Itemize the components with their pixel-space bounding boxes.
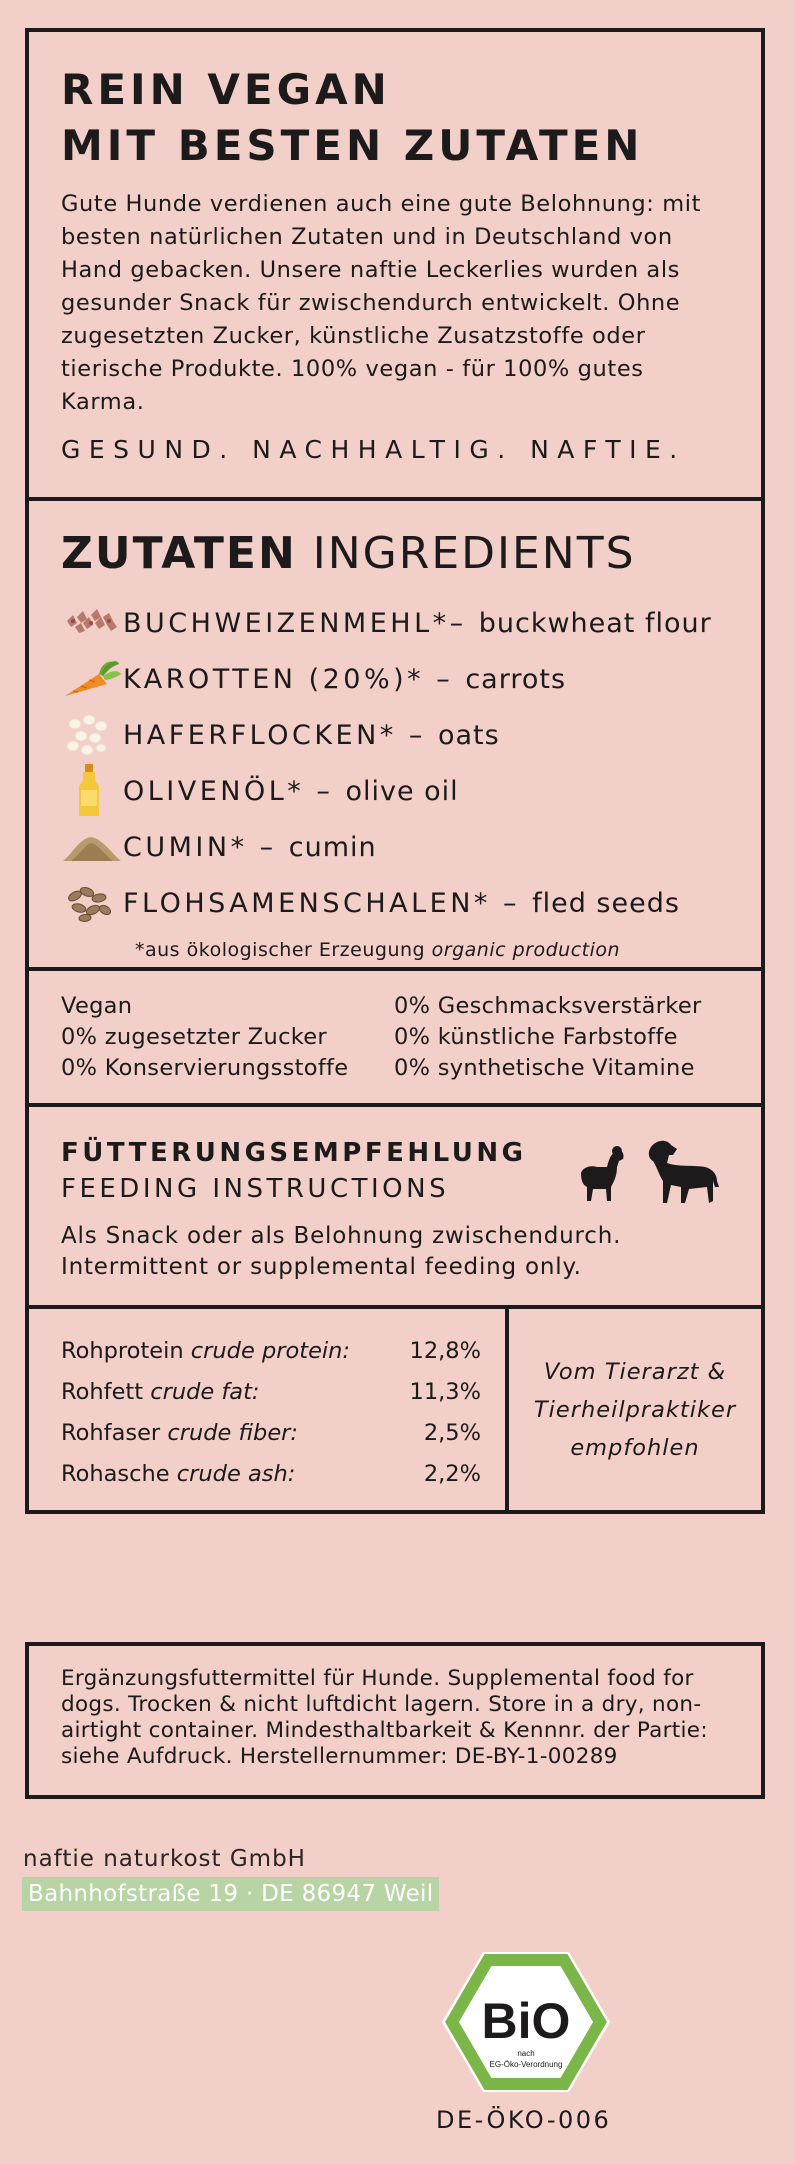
claim-item: 0% synthetische Vitamine xyxy=(394,1055,695,1081)
feeding-section xyxy=(29,1107,761,1309)
ingredient-row xyxy=(61,707,729,763)
claim-item: 0% Geschmacksverstärker xyxy=(394,993,702,1019)
dogs-icon xyxy=(573,1137,723,1217)
ingredients-title xyxy=(61,527,729,581)
claims-section xyxy=(29,971,761,1107)
analysis-value: 12,8% xyxy=(409,1338,481,1364)
analysis-value: 2,2% xyxy=(423,1461,481,1487)
cumin-icon xyxy=(61,819,123,875)
ingredient-row xyxy=(61,595,729,651)
analysis-value: 11,3% xyxy=(409,1379,481,1405)
company-address: Bahnhofstraße 19 · DE 86947 Weil xyxy=(22,1877,439,1911)
ingredients-section xyxy=(29,501,761,971)
legal-notice: Ergänzungsfuttermittel für Hunde. Supplemental food for dogs. Trocken & nicht luftdicht lagern. Store in a dry, non-airtight container. Mindesthaltbarkeit & Kennnr. der Partie: siehe Aufdruck. Herstellernummer: DE-BY-1-00289 xyxy=(25,1642,765,1799)
feeding-title-en: FEEDING INSTRUCTIONS xyxy=(61,1174,450,1204)
svg-text:BiO: BiO xyxy=(481,1993,571,2049)
ingredient-row xyxy=(61,875,729,931)
company-name: naftie naturkost GmbH xyxy=(23,1846,306,1872)
analysis-row: Rohprotein crude protein: 12,8% xyxy=(61,1331,481,1372)
intro-section xyxy=(29,32,761,501)
ingredient-row xyxy=(61,819,729,875)
ingredient-row xyxy=(61,763,729,819)
analysis-value: 2,5% xyxy=(423,1420,481,1446)
ingredients-title-de: ZUTATEN xyxy=(61,528,297,579)
ingredients-title-en: INGREDIENTS xyxy=(312,528,636,579)
claim-item: 0% zugesetzter Zucker xyxy=(61,1024,327,1050)
oats-icon xyxy=(61,707,123,763)
bio-seal-icon xyxy=(440,1948,612,2096)
ingredient-label: BUCHWEIZENMEHL*– buckwheat flour xyxy=(123,607,712,639)
claims-list xyxy=(61,991,729,1084)
info-frame xyxy=(25,28,765,1514)
headline-line-2: MIT BESTEN ZUTATEN xyxy=(61,121,644,170)
claim-item: 0% künstliche Farbstoffe xyxy=(394,1024,678,1050)
intro-text: Gute Hunde verdienen auch eine gute Belohnung: mit besten natürlichen Zutaten und in Deutschland von Hand gebacken. Unsere naftie Leckerlies wurden als gesunder Snack für zwischendurch entwickelt. Ohne zugesetzten Zucker, künstliche Zusatzstoffe oder tierische Produkte. 100% vegan - für 100% gutes Karma. xyxy=(61,191,702,415)
headline xyxy=(61,62,729,174)
ingredient-label: CUMIN* – cumin xyxy=(123,831,377,863)
ingredient-row xyxy=(61,651,729,707)
feeding-title-de: FÜTTERUNGSEMPFEHLUNG xyxy=(61,1138,527,1168)
feeding-text: Als Snack oder als Belohnung zwischendurch. Intermittent or supplemental feeding only. xyxy=(61,1223,622,1280)
eco-control-code: DE-ÖKO-006 xyxy=(436,2106,612,2134)
claim-item: Vegan xyxy=(61,993,133,1019)
analysis-section xyxy=(29,1309,761,1510)
analysis-row: Rohasche crude ash: 2,2% xyxy=(61,1454,481,1495)
buckwheat-icon xyxy=(61,595,123,651)
claim-item: 0% Konservierungsstoffe xyxy=(61,1055,349,1081)
organic-note: *aus ökologischer Erzeugung organic production xyxy=(135,939,621,961)
analysis-row: Rohfaser crude fiber: 2,5% xyxy=(61,1413,481,1454)
ingredient-label: OLIVENÖL* – olive oil xyxy=(123,775,459,807)
oil-bottle-icon xyxy=(61,763,123,819)
ingredient-label: FLOHSAMENSCHALEN* – fled seeds xyxy=(123,887,680,919)
analysis-row: Rohfett crude fat: 11,3% xyxy=(61,1372,481,1413)
slogan: GESUND. NACHHALTIG. NAFTIE. xyxy=(61,435,686,464)
svg-text:nach: nach xyxy=(517,2049,535,2058)
analysis-table xyxy=(61,1331,481,1495)
svg-text:EG-Öko-Verordnung: EG-Öko-Verordnung xyxy=(489,2060,563,2069)
carrot-icon xyxy=(61,651,123,707)
ingredient-label: KAROTTEN (20%)* – carrots xyxy=(123,663,567,695)
ingredient-label: HAFERFLOCKEN* – oats xyxy=(123,719,500,751)
headline-line-1: REIN VEGAN xyxy=(61,65,391,114)
seeds-icon xyxy=(61,875,123,931)
vet-recommendation: Vom Tierarzt & Tierheilpraktiker empfohlen xyxy=(533,1358,737,1461)
